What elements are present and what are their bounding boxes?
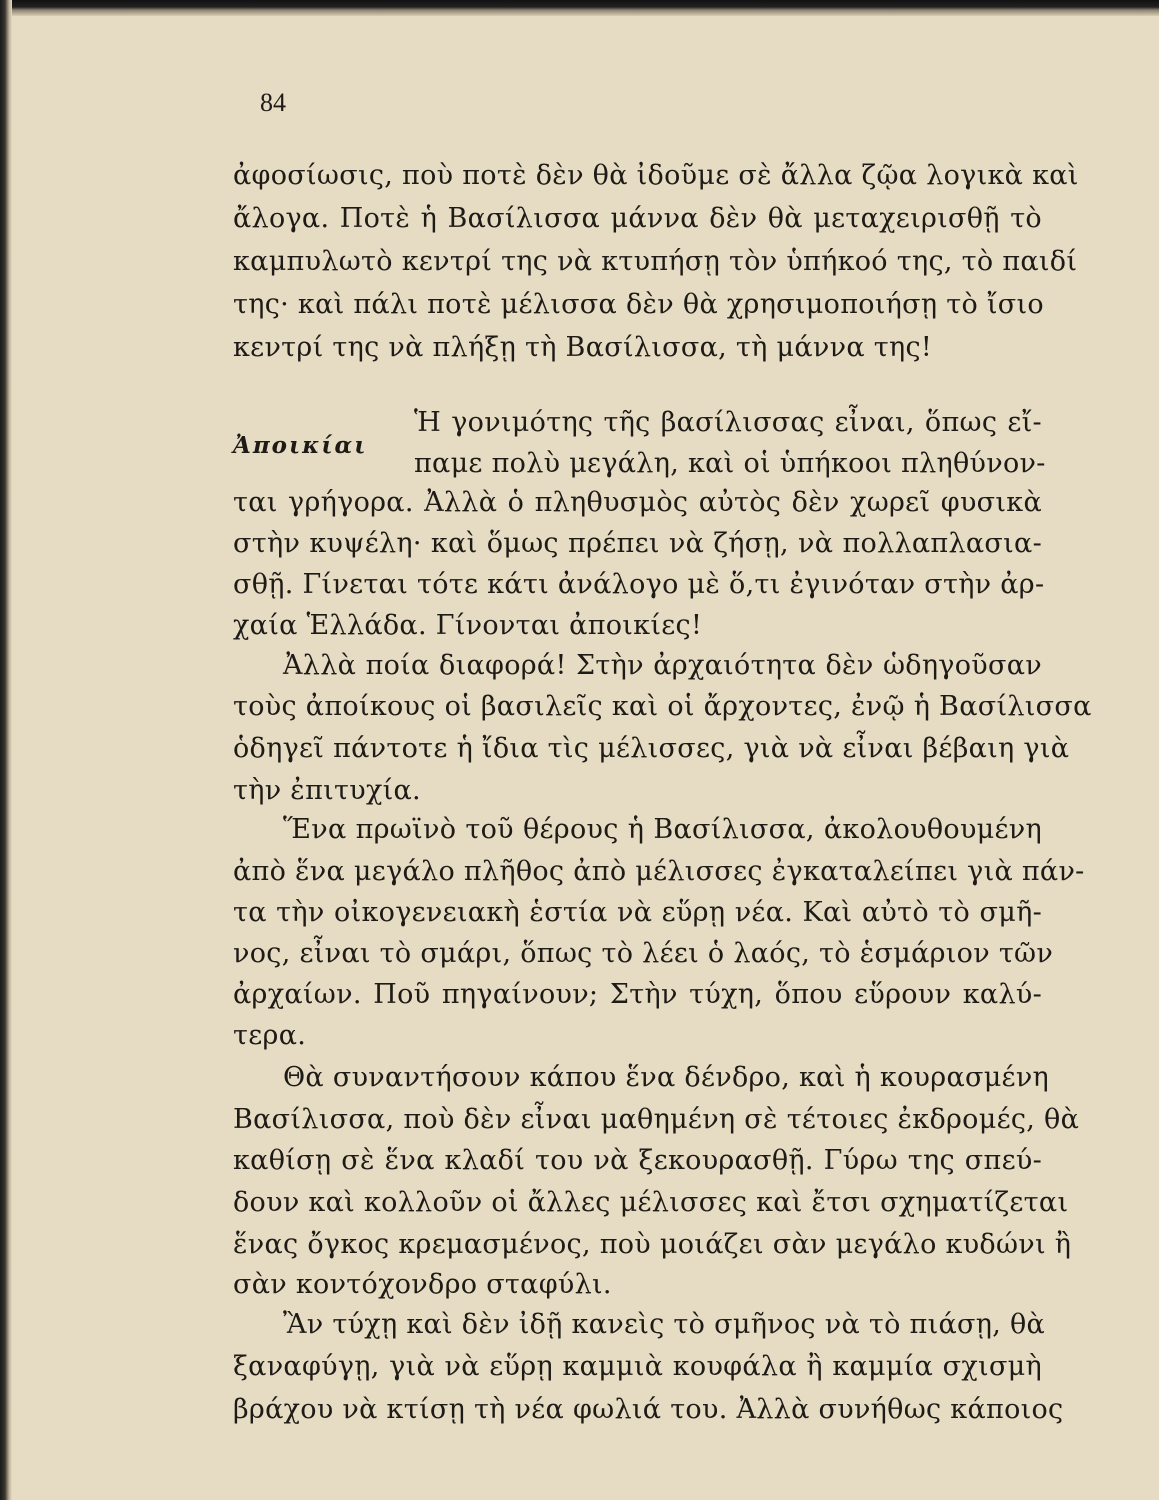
text-line: Ἀλλὰ ποία διαφορά! Στὴν ἀρχαιότητα δὲν ὡδηγοῦσαν [283, 650, 1042, 681]
text-line: ἄλογα. Ποτὲ ἡ Βασίλισσα μάννα δὲν θὰ μεταχειρισθῇ τὸ [233, 203, 1042, 234]
text-line: ται γρήγορα. Ἀλλὰ ὁ πληθυσμὸς αὐτὸς δὲν χωρεῖ φυσικὰ [233, 487, 1042, 518]
text-line: σὰν κοντόχονδρο σταφύλι. [233, 1269, 612, 1300]
text-line: τοὺς ἀποίκους οἱ βασιλεῖς καὶ οἱ ἄρχοντες, ἐνῷ ἡ Βασίλισσα [233, 691, 1092, 722]
text-line: χαία Ἑλλάδα. Γίνονται ἀποικίες! [233, 610, 703, 641]
text-line: σθῇ. Γίνεται τότε κάτι ἀνάλογο μὲ ὅ,τι ἐγινόταν στὴν ἀρ- [233, 569, 1045, 600]
text-line: Ἡ γονιμότης τῆς βασίλισσας εἶναι, ὅπως εἴ- [414, 407, 1042, 438]
text-line: βράχου νὰ κτίσῃ τὴ νέα φωλιά του. Ἀλλὰ συνήθως κάποιος [233, 1394, 1064, 1425]
page-top-edge [0, 0, 1159, 16]
margin-note: Ἀποικίαι [233, 432, 368, 459]
text-line: τερα. [233, 1020, 307, 1051]
text-line: καμπυλωτὸ κεντρί της νὰ κτυπήσῃ τὸν ὑπήκοό της, τὸ παιδί [233, 246, 1078, 277]
text-line: κεντρί της νὰ πλήξῃ τὴ Βασίλισσα, τὴ μάννα της! [233, 332, 933, 363]
text-line: ἕνας ὄγκος κρεμασμένος, ποὺ μοιάζει σὰν μεγάλο κυδώνι ἢ [233, 1229, 1072, 1260]
page-left-edge [0, 0, 12, 1500]
text-line: τὴν ἐπιτυχία. [233, 775, 421, 806]
text-line: ξαναφύγῃ, γιὰ νὰ εὕρῃ καμμιὰ κουφάλα ἢ καμμία σχισμὴ [233, 1351, 1042, 1382]
text-line: Θὰ συναντήσουν κάπου ἕνα δένδρο, καὶ ἡ κουρασμένη [283, 1062, 1050, 1093]
text-line: ὁδηγεῖ πάντοτε ἡ ἴδια τὶς μέλισσες, γιὰ νὰ εἶναι βέβαιη γιὰ [233, 733, 1070, 764]
page-number: 84 [260, 88, 286, 117]
text-line: ἀπὸ ἕνα μεγάλο πλῆθος ἀπὸ μέλισσες ἐγκαταλείπει γιὰ πάν- [233, 856, 1085, 887]
text-line: στὴν κυψέλη· καὶ ὅμως πρέπει νὰ ζήσῃ, νὰ πολλαπλασια- [233, 528, 1042, 559]
text-line: παμε πολὺ μεγάλη, καὶ οἱ ὑπήκοοι πληθύνον- [414, 448, 1046, 479]
text-line: ἀρχαίων. Ποῦ πηγαίνουν; Στὴν τύχη, ὅπου εὕρουν καλύ- [233, 979, 1042, 1010]
text-line: Ἂν τύχῃ καὶ δὲν ἰδῇ κανεὶς τὸ σμῆνος νὰ τὸ πιάσῃ, θὰ [283, 1309, 1046, 1340]
text-line: καθίσῃ σὲ ἕνα κλαδί του νὰ ξεκουρασθῇ. Γύρω της σπεύ- [233, 1145, 1042, 1176]
text-line: τα τὴν οἰκογενειακὴ ἑστία νὰ εὕρῃ νέα. Καὶ αὐτὸ τὸ σμῆ- [233, 897, 1042, 928]
text-line: Ἕνα πρωϊνὸ τοῦ θέρους ἡ Βασίλισσα, ἀκολουθουμένη [283, 814, 1042, 845]
text-line: Βασίλισσα, ποὺ δὲν εἶναι μαθημένη σὲ τέτοιες ἐκδρομές, θὰ [233, 1104, 1080, 1135]
text-line: ἀφοσίωσις, ποὺ ποτὲ δὲν θὰ ἰδοῦμε σὲ ἄλλα ζῷα λογικὰ καὶ [233, 160, 1079, 191]
text-line: νος, εἶναι τὸ σμάρι, ὅπως τὸ λέει ὁ λαός, τὸ ἑσμάριον τῶν [233, 938, 1054, 969]
text-line: δουν καὶ κολλοῦν οἱ ἄλλες μέλισσες καὶ ἔτσι σχηματίζεται [233, 1187, 1069, 1218]
text-line: της· καὶ πάλι ποτὲ μέλισσα δὲν θὰ χρησιμοποιήσῃ τὸ ἴσιο [233, 289, 1044, 320]
